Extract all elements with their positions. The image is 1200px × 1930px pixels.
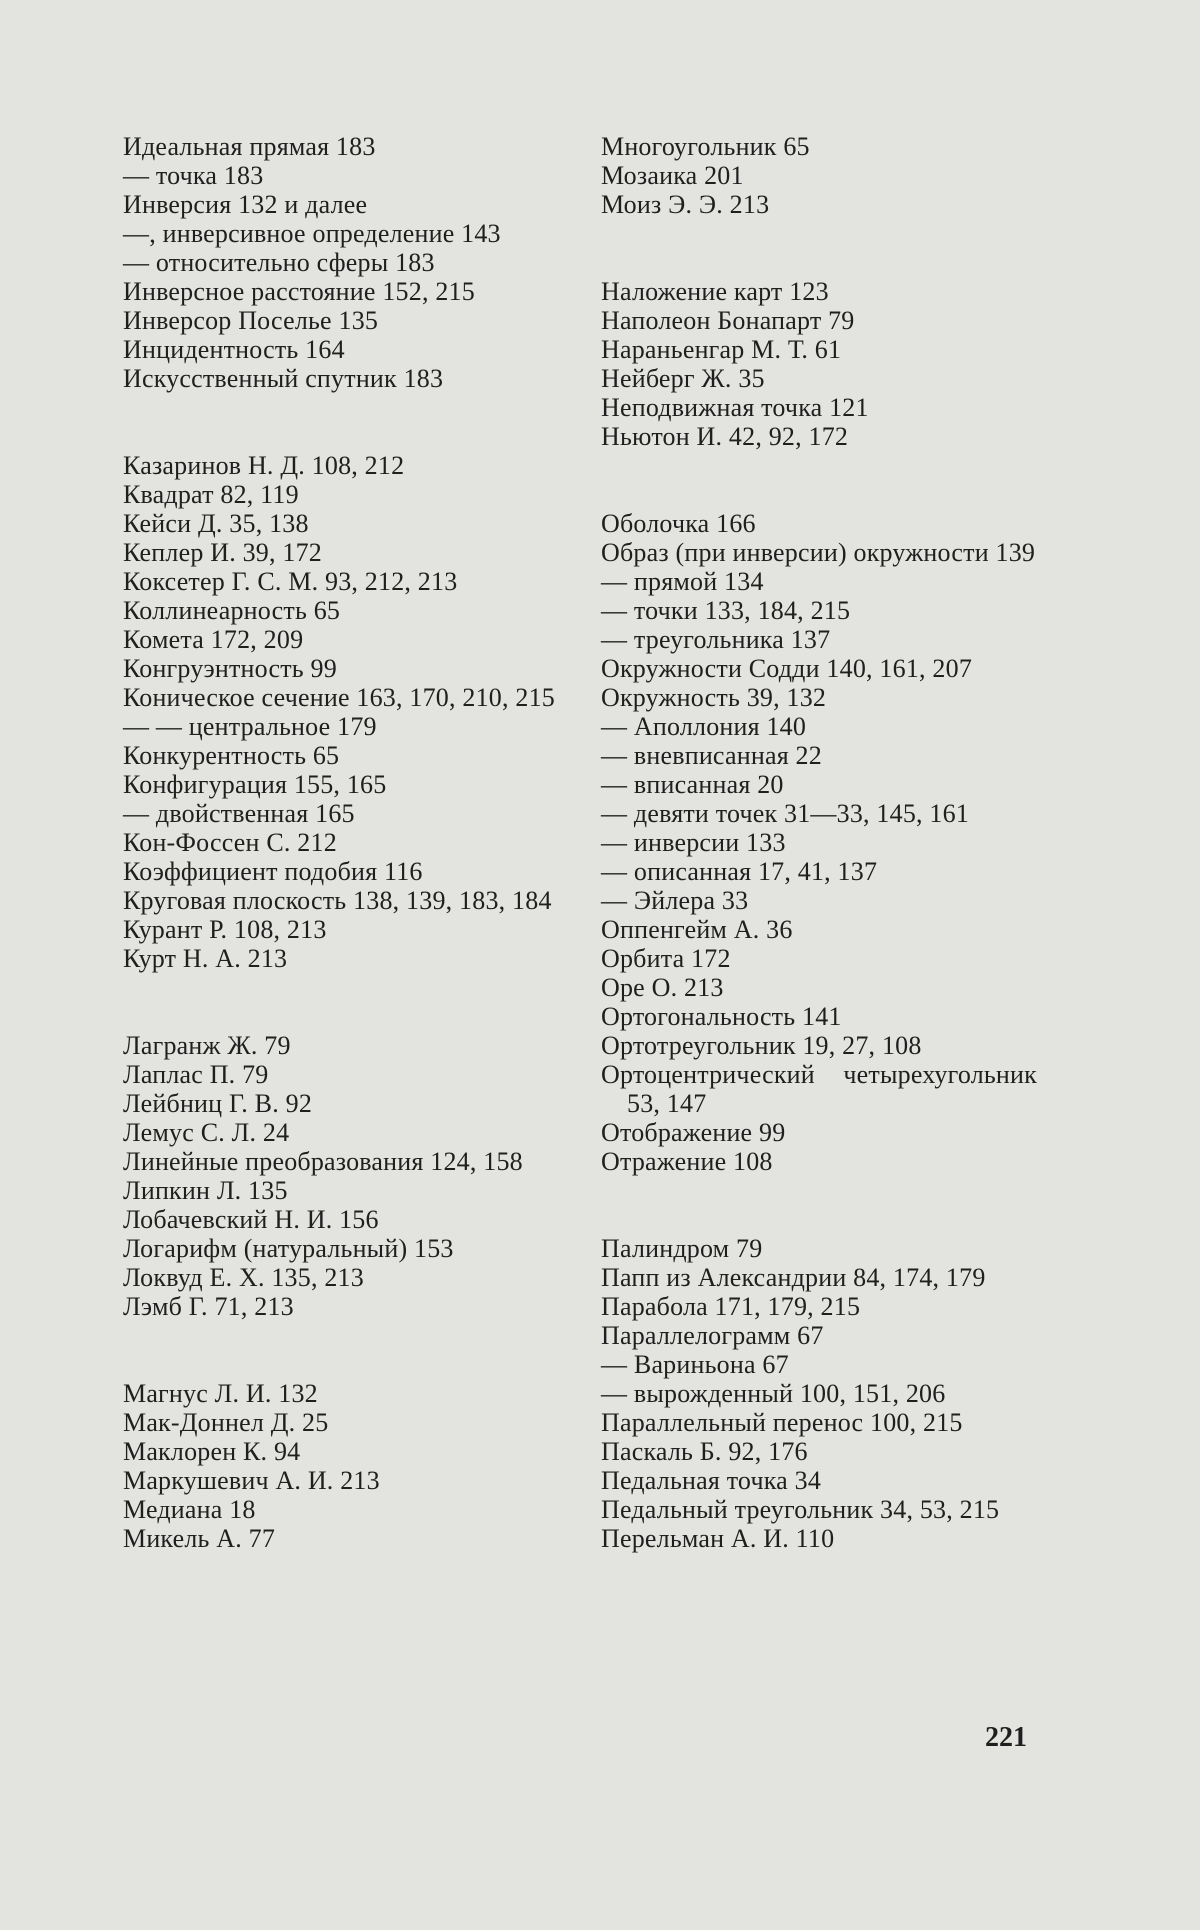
- page-number: 221: [985, 1722, 1027, 1753]
- index-entry: Лобачевский Н. И. 156: [123, 1205, 379, 1234]
- index-entry: Инцидентность 164: [123, 335, 345, 364]
- index-entry: Коническое сечение 163, 170, 210, 215: [123, 683, 555, 712]
- index-entry: Ортотреугольник 19, 27, 108: [601, 1031, 922, 1060]
- index-entry: —, инверсивное определение 143: [123, 219, 501, 248]
- index-entry: — треугольника 137: [601, 625, 831, 654]
- index-entry: Отображение 99: [601, 1118, 786, 1147]
- index-entry: Парабола 171, 179, 215: [601, 1292, 861, 1321]
- index-entry: Мак-Доннел Д. 25: [123, 1408, 329, 1437]
- index-entry: Лаплас П. 79: [123, 1060, 269, 1089]
- index-entry: Кейси Д. 35, 138: [123, 509, 309, 538]
- index-entry: Микель А. 77: [123, 1524, 276, 1553]
- index-letter-group: [123, 1031, 563, 1321]
- index-column-left: [123, 132, 563, 1553]
- index-entry: Параллельный перенос 100, 215: [601, 1408, 963, 1437]
- index-entry: Конкурентность 65: [123, 741, 340, 770]
- index-entry: — относительно сферы 183: [123, 248, 435, 277]
- index-entry: Оппенгейм А. 36: [601, 915, 793, 944]
- index-entry: Лэмб Г. 71, 213: [123, 1292, 294, 1321]
- index-entry: Палиндром 79: [601, 1234, 763, 1263]
- index-entry: Ортоцентрический четырехугольник 53, 147: [601, 1060, 1037, 1118]
- index-entry: — вписанная 20: [601, 770, 784, 799]
- index-entry: Педальный треугольник 34, 53, 215: [601, 1495, 1000, 1524]
- index-entry: Кон-Фоссен С. 212: [123, 828, 337, 857]
- index-column-right: [601, 132, 1037, 1553]
- index-entry: Курант Р. 108, 213: [123, 915, 327, 944]
- index-entry: Коксетер Г. С. М. 93, 212, 213: [123, 567, 458, 596]
- index-entry: Искусственный спутник 183: [123, 364, 444, 393]
- index-entry: Логарифм (натуральный) 153: [123, 1234, 454, 1263]
- index-entry: Казаринов Н. Д. 108, 212: [123, 451, 405, 480]
- index-letter-group: [601, 277, 1037, 451]
- index-entry: — Вариньона 67: [601, 1350, 789, 1379]
- index-entry: — инверсии 133: [601, 828, 786, 857]
- index-entry: — вырожденный 100, 151, 206: [601, 1379, 946, 1408]
- index-entry: — описанная 17, 41, 137: [601, 857, 878, 886]
- index-letter-group: [123, 132, 563, 393]
- index-entry: Педальная точка 34: [601, 1466, 822, 1495]
- index-entry: Кеплер И. 39, 172: [123, 538, 322, 567]
- index-letter-group: [123, 1379, 563, 1553]
- index-entry: Перельман А. И. 110: [601, 1524, 835, 1553]
- index-entry: — двойственная 165: [123, 799, 355, 828]
- index-entry: Инверсное расстояние 152, 215: [123, 277, 475, 306]
- index-entry: Орбита 172: [601, 944, 731, 973]
- index-entry: Наполеон Бонапарт 79: [601, 306, 855, 335]
- index-entry: Моиз Э. Э. 213: [601, 190, 770, 219]
- index-entry: Окружность 39, 132: [601, 683, 827, 712]
- index-entry: Маркушевич А. И. 213: [123, 1466, 380, 1495]
- index-entry: Курт Н. А. 213: [123, 944, 288, 973]
- index-letter-group: [601, 1234, 1037, 1553]
- index-entry: Мозаика 201: [601, 161, 744, 190]
- index-entry: Неподвижная точка 121: [601, 393, 869, 422]
- index-entry: Многоугольник 65: [601, 132, 810, 161]
- index-entry: — Аполлония 140: [601, 712, 807, 741]
- index-entry: Оре О. 213: [601, 973, 724, 1002]
- index-entry: Паскаль Б. 92, 176: [601, 1437, 808, 1466]
- index-entry: Липкин Л. 135: [123, 1176, 288, 1205]
- index-entry: Квадрат 82, 119: [123, 480, 299, 509]
- index-letter-group: [601, 509, 1037, 1176]
- index-entry: — Эйлера 33: [601, 886, 749, 915]
- index-entry: Комета 172, 209: [123, 625, 304, 654]
- index-entry: Лемус С. Л. 24: [123, 1118, 290, 1147]
- index-entry: Оболочка 166: [601, 509, 756, 538]
- index-entry: Локвуд Е. Х. 135, 213: [123, 1263, 364, 1292]
- index-entry: Отражение 108: [601, 1147, 773, 1176]
- index-entry: Папп из Александрии 84, 174, 179: [601, 1263, 986, 1292]
- index-entry: Магнус Л. И. 132: [123, 1379, 318, 1408]
- index-entry: Инверсор Поселье 135: [123, 306, 379, 335]
- index-entry: — девяти точек 31—33, 145, 161: [601, 799, 970, 828]
- index-entry: Конфигурация 155, 165: [123, 770, 387, 799]
- index-entry: Наложение карт 123: [601, 277, 829, 306]
- index-entry: Маклорен К. 94: [123, 1437, 301, 1466]
- index-entry: Ньютон И. 42, 92, 172: [601, 422, 849, 451]
- index-entry: Нейберг Ж. 35: [601, 364, 765, 393]
- index-entry: — точки 133, 184, 215: [601, 596, 851, 625]
- index-entry: Линейные преобразования 124, 158: [123, 1147, 523, 1176]
- index-entry: Конгруэнтность 99: [123, 654, 337, 683]
- index-entry: Ортогональность 141: [601, 1002, 842, 1031]
- index-entry: Лейбниц Г. В. 92: [123, 1089, 313, 1118]
- index-entry: Образ (при инверсии) окружности 139: [601, 538, 1036, 567]
- index-entry: Медиана 18: [123, 1495, 256, 1524]
- index-entry: Инверсия 132 и далее: [123, 190, 368, 219]
- index-entry: Идеальная прямая 183: [123, 132, 376, 161]
- index-entry: Параллелограмм 67: [601, 1321, 824, 1350]
- index-entry: Нараньенгар М. Т. 61: [601, 335, 842, 364]
- index-entry: Окружности Содди 140, 161, 207: [601, 654, 973, 683]
- index-entry: — прямой 134: [601, 567, 764, 596]
- index-entry: Круговая плоскость 138, 139, 183, 184: [123, 886, 552, 915]
- index-entry: Коэффициент подобия 116: [123, 857, 423, 886]
- index-entry: Коллинеарность 65: [123, 596, 341, 625]
- index-letter-group: [601, 132, 1037, 219]
- index-letter-group: [123, 451, 563, 973]
- index-entry: — вневписанная 22: [601, 741, 822, 770]
- index-entry: Лагранж Ж. 79: [123, 1031, 291, 1060]
- index-entry: — точка 183: [123, 161, 264, 190]
- index-entry: — — центральное 179: [123, 712, 377, 741]
